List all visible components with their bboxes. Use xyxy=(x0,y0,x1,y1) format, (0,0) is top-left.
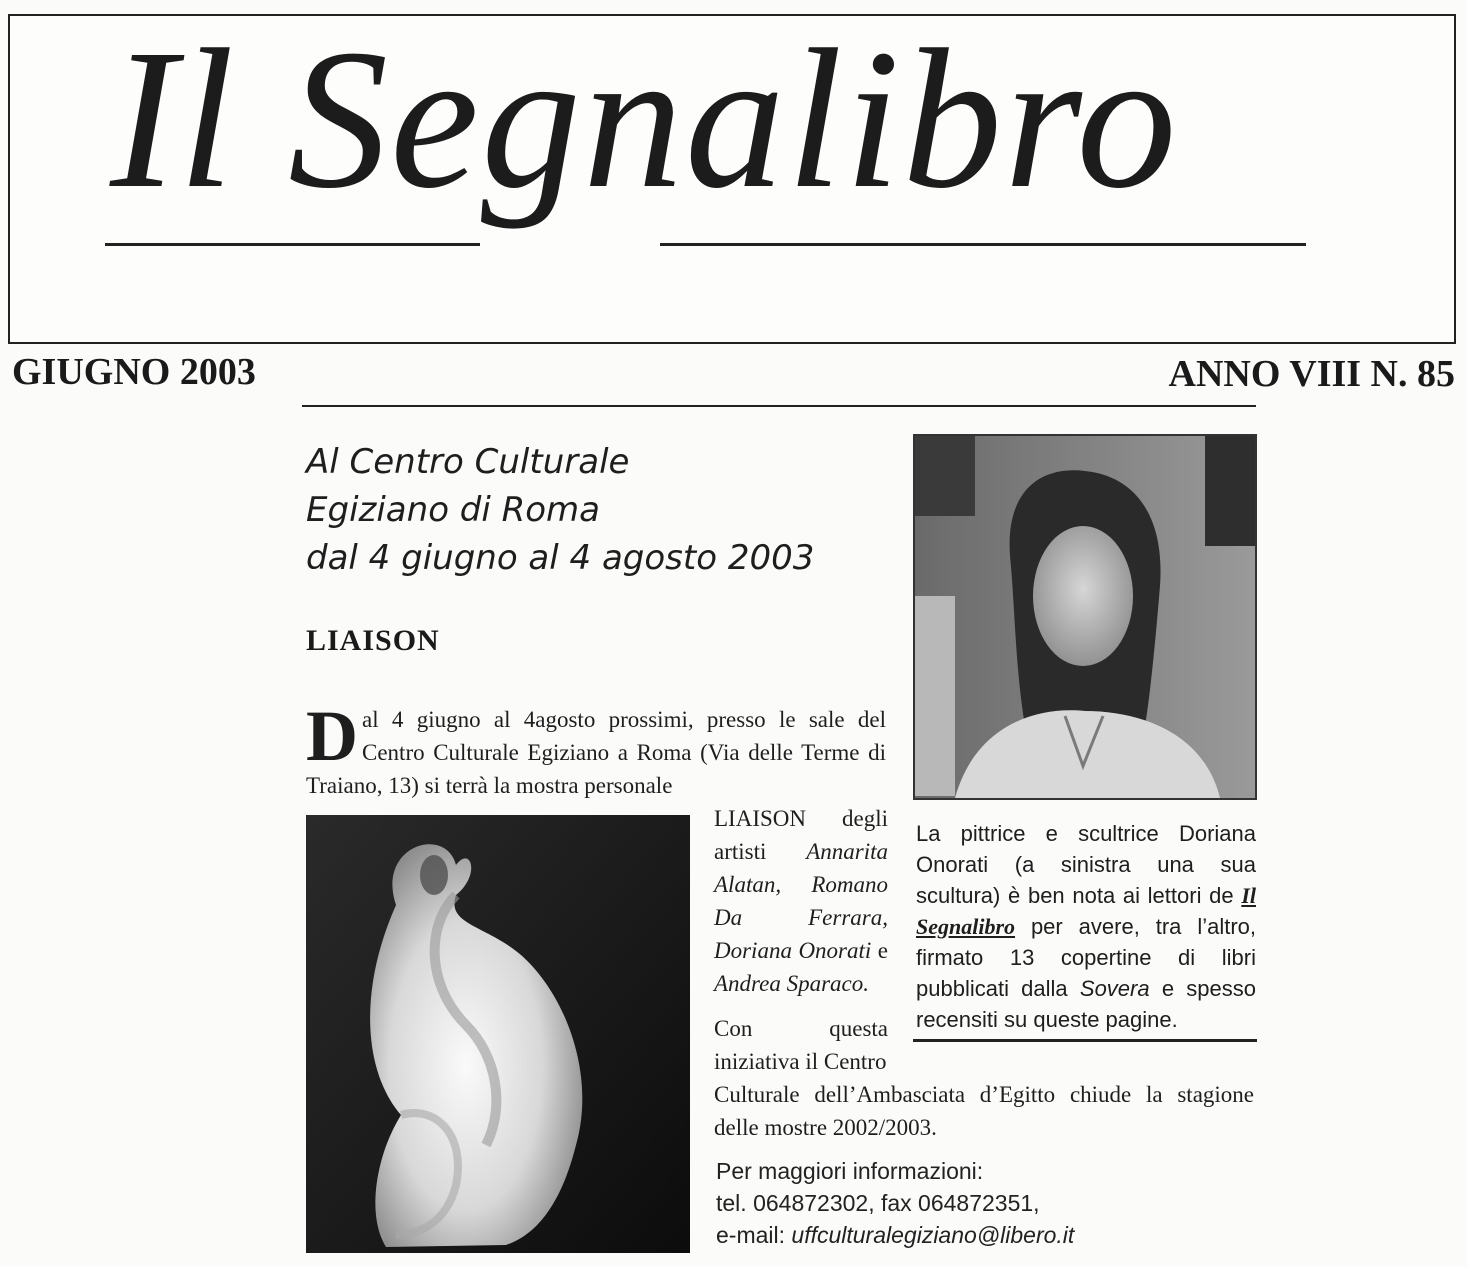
headline-line: dal 4 giugno al 4 agosto 2003 xyxy=(306,538,815,578)
article-paragraph-1 xyxy=(306,696,886,802)
artist-names: Annarita Alatan, Romano Da Ferrara, Doriana Onorati xyxy=(714,839,888,963)
contact-email-line xyxy=(716,1219,1074,1251)
drop-cap: D xyxy=(306,696,358,776)
masthead-underline-right xyxy=(660,243,1306,246)
masthead-title: Il Segnalibro xyxy=(110,9,1179,230)
article-top-rule xyxy=(302,405,1256,407)
paragraph-text: al 4 giugno al 4agosto prossimi, presso le sale del Centro Culturale Egiziano a Roma (Via delle Terme di Traiano, 13) si terrà la mostra personale xyxy=(306,707,886,798)
caption-publication-name: Il Segnalibro xyxy=(916,883,1256,939)
article-headline xyxy=(306,438,814,582)
issue-date: GIUGNO 2003 xyxy=(12,351,256,393)
headline-line: Egiziano di Roma xyxy=(306,490,601,530)
paragraph-text: e xyxy=(871,938,888,963)
caption-text: La pittrice e scultrice Doriana Onorati (a sinistra una sua scultura) è ben nota ai lettori de xyxy=(916,821,1256,908)
portrait-image xyxy=(915,436,1255,798)
email-address: uffculturalegiziano@libero.it xyxy=(791,1222,1075,1248)
portrait-photo xyxy=(913,434,1257,800)
article-paragraph-2 xyxy=(714,802,888,1000)
artist-name-last: Andrea Sparaco. xyxy=(714,971,870,996)
masthead-underline-left xyxy=(105,243,480,246)
photo-caption xyxy=(916,818,1256,1035)
caption-text: e spesso recensiti su queste pagine. xyxy=(916,976,1256,1032)
article-paragraph-3-end: Culturale dell’Ambasciata d’Egitto chiude la stagione delle mostre 2002/2003. xyxy=(714,1082,1254,1140)
caption-text: per avere, tra l’altro, firmato 13 copertine di libri pubblicati dalla xyxy=(916,914,1256,1001)
caption-bottom-rule xyxy=(913,1039,1257,1042)
sculpture-image xyxy=(306,815,690,1253)
caption-publisher-name: Sovera xyxy=(1079,976,1150,1001)
email-label: e-mail: xyxy=(716,1222,792,1248)
contact-heading: Per maggiori informazioni: xyxy=(716,1158,984,1184)
headline-line: Al Centro Culturale xyxy=(306,442,630,482)
issue-number: ANNO VIII N. 85 xyxy=(1168,353,1455,395)
article-paragraph-3-start: Con questa iniziativa il Centro xyxy=(714,1016,888,1074)
contact-phone-fax: tel. 064872302, fax 064872351, xyxy=(716,1190,1040,1216)
contact-info xyxy=(716,1155,1074,1251)
paragraph-text: LIAISON degli artisti xyxy=(714,806,888,864)
section-title: LIAISON xyxy=(306,624,440,657)
sculpture-photo xyxy=(306,815,690,1253)
